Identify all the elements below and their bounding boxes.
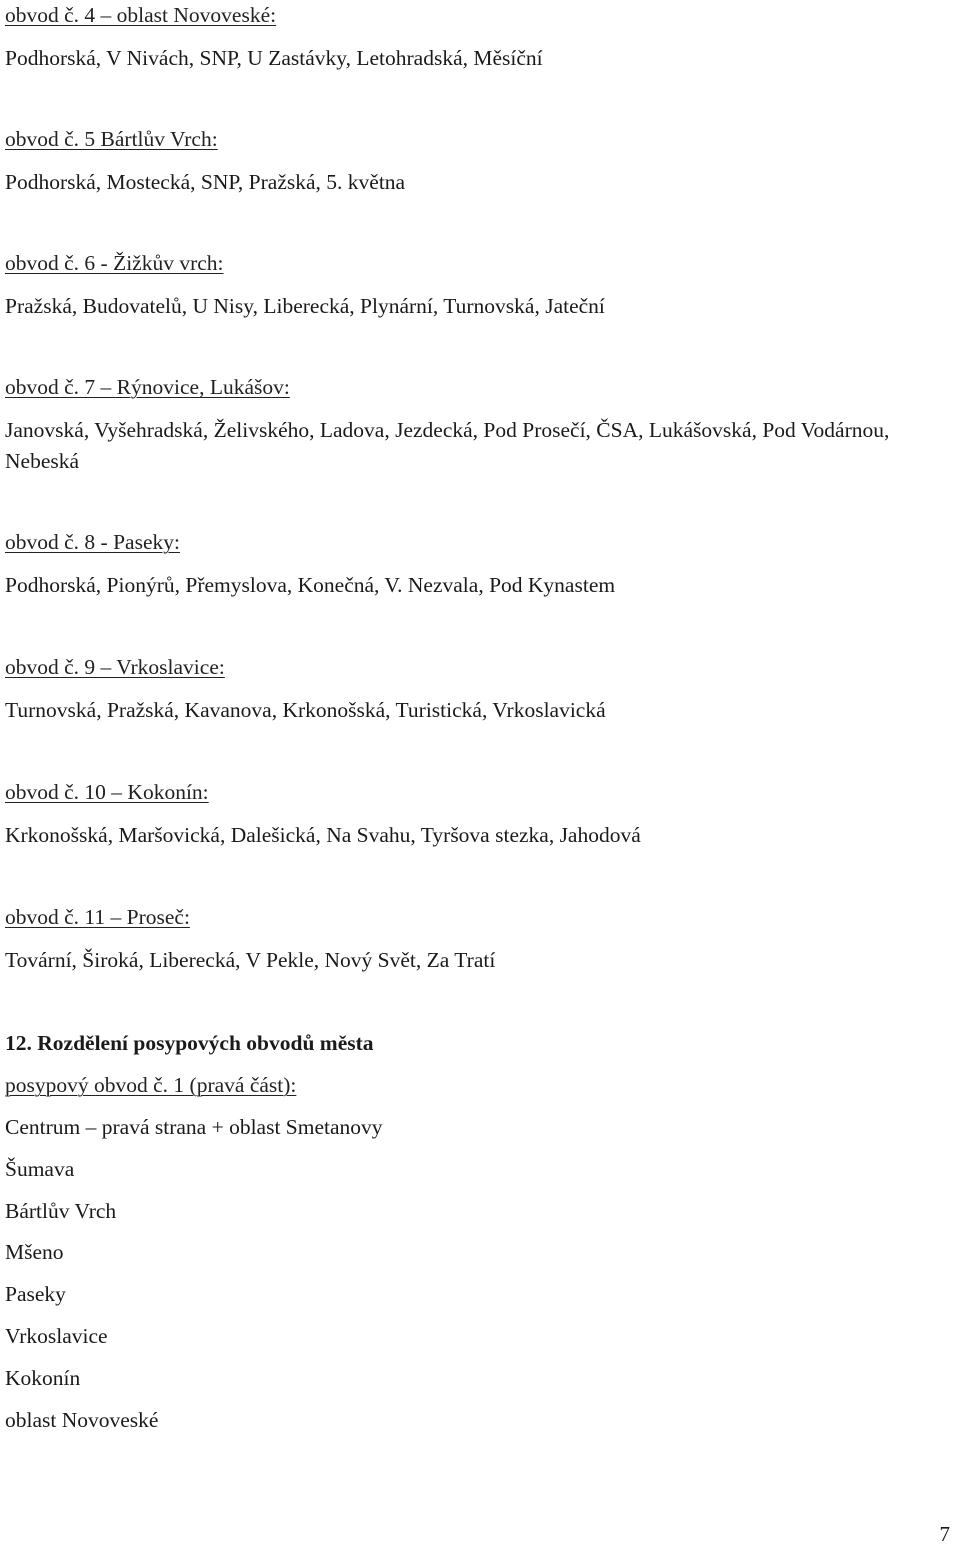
district-5: [5, 124, 405, 198]
district-8: [5, 527, 615, 601]
page-number: 7: [939, 1522, 950, 1546]
district-heading: obvod č. 8 - Paseky:: [5, 530, 180, 554]
district-heading: obvod č. 9 – Vrkoslavice:: [5, 655, 225, 679]
district-9: [5, 652, 606, 726]
section-title: 12. Rozdělení posypových obvodů města: [5, 1031, 374, 1055]
district-streets: Tovární, Široká, Liberecká, V Pekle, Nový Svět, Za Tratí: [5, 948, 496, 972]
district-streets: Podhorská, V Nivách, SNP, U Zastávky, Letohradská, Měsíční: [5, 46, 543, 70]
district-heading: obvod č. 7 – Rýnovice, Lukášov:: [5, 375, 290, 399]
list-item: oblast Novoveské: [5, 1407, 159, 1432]
gritting-district-1: [5, 1070, 296, 1100]
list-item: Centrum – pravá strana + oblast Smetanovy: [5, 1115, 383, 1139]
list-item: Šumava: [5, 1156, 75, 1181]
gritting-district-heading: posypový obvod č. 1 (pravá část):: [5, 1073, 297, 1097]
district-streets: Janovská, Vyšehradská, Želivského, Ladova, Jezdecká, Pod Prosečí, ČSA, Lukášovská, Pod Vodárnou, Nebeská: [5, 418, 890, 473]
district-11: [5, 902, 495, 976]
district-6: [5, 248, 605, 322]
district-4: [5, 0, 543, 74]
district-10: [5, 777, 641, 851]
list-item: Vrkoslavice: [5, 1323, 108, 1348]
district-heading: obvod č. 5 Bártlův Vrch:: [5, 127, 218, 151]
gritting-places-list: [5, 1112, 383, 1446]
district-heading: obvod č. 4 – oblast Novoveské:: [5, 3, 277, 27]
district-streets: Turnovská, Pražská, Kavanova, Krkonošská, Turistická, Vrkoslavická: [5, 698, 606, 722]
district-streets: Podhorská, Pionýrů, Přemyslova, Konečná, V. Nezvala, Pod Kynastem: [5, 573, 616, 597]
list-item: Paseky: [5, 1282, 66, 1307]
list-item: Mšeno: [5, 1240, 64, 1265]
list-item: Bártlův Vrch: [5, 1198, 117, 1223]
district-heading: obvod č. 11 – Proseč:: [5, 905, 190, 929]
district-streets: Pražská, Budovatelů, U Nisy, Liberecká, Plynární, Turnovská, Jateční: [5, 294, 605, 318]
district-streets: Podhorská, Mostecká, SNP, Pražská, 5. května: [5, 170, 406, 194]
list-item: Kokonín: [5, 1365, 81, 1390]
district-7: [5, 372, 950, 477]
district-streets: Krkonošská, Maršovická, Dalešická, Na Svahu, Tyršova stezka, Jahodová: [5, 823, 641, 847]
district-heading: obvod č. 6 - Žižkův vrch:: [5, 251, 224, 275]
district-heading: obvod č. 10 – Kokonín:: [5, 780, 209, 804]
